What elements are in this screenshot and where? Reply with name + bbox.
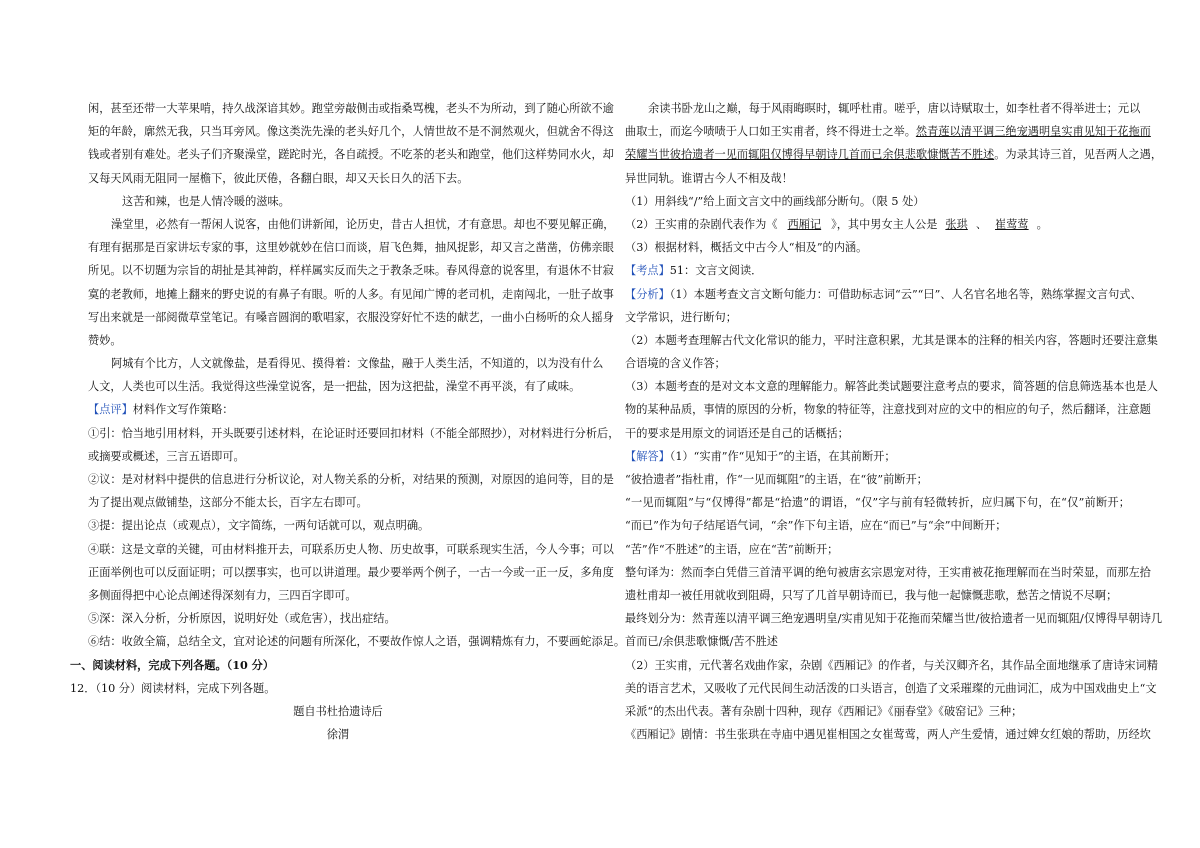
kaodian-tag: 【考点】 [625, 264, 670, 278]
text-line: 最终划分为：然青莲以清平调三绝宠遇明皇/实甫见知于花拖而荣耀当世/彼拾遗者一见而辄阻/仅博得早朝诗几 [625, 612, 1163, 626]
text-span: 。 [1036, 217, 1048, 231]
section-heading: 一、阅读材料，完成下列各题。（10 分） [70, 657, 275, 672]
text-line: 阿城有个比方，人文就像盐，是看得见、摸得着：文像盐，融于人类生活，不知道的，以为没有什么 [111, 357, 604, 371]
text-line: ④联：这是文章的关键，可由材料推开去，可联系历史人物、历史故事，可联系现实生活，今人今事；可以 [88, 542, 614, 556]
text-line: （2）王实甫，元代著名戏曲作家，杂剧《西厢记》的作者，与关汉卿齐名，其作品全面地继承了唐诗宋词精 [625, 658, 1158, 672]
text-line: 正面举例也可以反面证明；可以摆事实，也可以讲道理。最少要举两个例子，一古一今或一正一反，多角度 [88, 565, 614, 579]
text-span: （1）“实甫”作“见知于”的主语，在其前断开； [669, 449, 896, 463]
text-line: ③提：提出论点（或观点），文字简练，一两句话就可以，观点明确。 [88, 519, 430, 533]
answer-blank: 崔莺莺 [995, 217, 1029, 231]
text-line [625, 120, 1151, 143]
text-line: ⑥结：收敛全篇，总结全文，宜对论述的问题有所深化，不要故作惊人之语，强调精炼有力，不要画蛇添足。 [88, 635, 626, 649]
underlined-text: 荣耀当世彼拾遗者一见而辄阻仅博得早朝诗几首而已余倶悲歌慷慨苦不胜述 [625, 148, 995, 162]
text-line: 矩的年龄，廓然无我，只当耳旁风。像这类洗先澡的老头好几个，人情世故不是不洞然观火，但就舍不得这 [88, 125, 614, 139]
text-line: 整句译为：然而李白凭借三首清平调的绝句被唐玄宗恩宠对待，王实甫被花拖理解而在当时荣显，而那左拾 [625, 565, 1151, 579]
text-line: 又每天风雨无阻同一屋檐下，彼此厌倦，各翻白眼，却又天长日久的活下去。 [88, 171, 469, 185]
text-line: 写出来就是一部阅微草堂笔记。有嗓音圆润的歌唱家，衣服没穿好忙不迭的献艺，一曲小白杨听的众人摇身 [88, 310, 614, 324]
left-column [70, 97, 626, 746]
text-line: （2）本题考查理解古代文化常识的能力，平时注意积累，尤其是课本的注释的相关内容，答题时还要注意集 [625, 333, 1158, 347]
text-line: ①引：恰当地引用材料，开头既要引述材料，在论证时还要回扣材料（不能全部照抄），对材料进行分析后， [88, 426, 620, 440]
text-span: （2）王实甫的杂剧代表作为《 [625, 217, 778, 231]
text-span: 、 [975, 217, 988, 231]
answer-heading [625, 445, 1130, 468]
analysis-line [625, 283, 1142, 306]
text-line: 文学常识，进行断句； [625, 310, 737, 324]
text-line: 余读书卧龙山之巅，每于风雨晦暝时，辄呼杜甫。嗟乎，唐以诗赋取士，如李杜者不得举进士；元以 [648, 102, 1141, 115]
right-column [625, 97, 1163, 746]
answer-blank: 西厢记 [787, 217, 822, 231]
poem-title: 题自书杜拾遗诗后 [293, 704, 383, 718]
text-line: 澡堂里，必然有一帮闲人说客，由他们讲新闻，论历史，昔古人担忧，才有意思。却也不要见解正确， [111, 217, 615, 231]
text-span: （1）本题考查文言文断句能力：可借助标志词“云”“曰”、人名官名地名等，熟练掌握文言句式、 [669, 287, 1142, 301]
text-line: 干的要求是用原文的词语还是自己的话概括； [625, 426, 849, 440]
answer-line [625, 213, 1130, 236]
text-span: 曲取士，而迄今啧啧于人口如王实甫者，终不得进士之举。 [625, 125, 916, 139]
answer-tag: 【解答】 [625, 449, 670, 463]
text-line: 寞的老教师，地摊上翻来的野史说的有鼻子有眼。听的人多。有见闻广博的老司机，走南闯北，一肚子故事 [88, 287, 614, 301]
text-line: “苦”作“不胜述”的主语，应在“苦”前断开； [625, 542, 839, 556]
text-line: 钱或者别有难处。老头子们齐聚澡堂，蹉跎时光，各自疏授。不吃茶的老头和跑堂，他们这样势同水火，却 [88, 148, 614, 162]
text-line: 所见。以不切题为宗旨的胡扯是其神韵，样样属实反而失之于教条乏味。春风得意的说客里，有退休不甘寂 [88, 264, 614, 278]
text-line: 闲，甚至还带一大苹果啃，持久战深谙其妙。跑堂旁敲侧击或指桑骂槐，老头不为所动，到了随心所欲不逾 [88, 102, 614, 115]
analysis-tag: 【分析】 [625, 287, 670, 301]
text-line: 采派“的杰出代表。著有杂剧十四种，现存《西厢记》《丽春堂》《破窑记》三种； [625, 704, 1023, 718]
text-line: 或摘要或概述，三言五语即可。 [88, 449, 245, 463]
text-line: 赞妙。 [88, 333, 122, 347]
text-line: 《西厢记》剧情：书生张珙在寺庙中遇见崔相国之女崔莺莺，两人产生爱情，通过婢女红娘的帮助，历经坎 [625, 728, 1151, 742]
kaodian-line [625, 259, 1130, 282]
comment-text: 材料作文写作策略： [132, 403, 234, 417]
text-line: （3）本题考查的是对文本文意的理解能力。解答此类试题要注意考点的要求，简答题的信息筛选基本也是人 [625, 380, 1158, 394]
text-line [625, 143, 1163, 166]
question-line: 12．（10 分）阅读材料，完成下列各题。 [70, 681, 276, 695]
text-line: 这苦和辣，也是人情冷暖的滋味。 [122, 194, 290, 208]
text-line: “一见而辄阻”与“仅博得”都是“拾遗”的谓语，“仅”字与前有轻微转折，应归属下句，在“仅”前断开； [625, 496, 1130, 510]
text-span: 》，其中男女主人公是 [831, 217, 938, 231]
text-line: “彼拾遗者”指杜甫，作“一见而辄阻”的主语，在“彼”前断开； [625, 473, 928, 486]
text-line: （3）根据材料，概括文中古今人“相及”的内涵。 [625, 241, 868, 255]
text-span: 51：文言文阅读． [669, 264, 763, 278]
poem-author: 徐渭 [326, 728, 350, 742]
text-line: 人文，人类也可以生活。我觉得这些澡堂说客，是一把盐，因为这把盐，澡堂不再平淡，有了咸味。 [88, 380, 581, 394]
comment-heading [88, 398, 588, 421]
text-line: ⑤深：深入分析，分析原因，说明好处（或危害），找出症结。 [88, 612, 396, 626]
text-line: 合语境的含义作答； [625, 357, 726, 371]
text-line: 为了提出观点做铺垫，这部分不能太长，百字左右即可。 [88, 496, 368, 510]
answer-blank: 张珙 [945, 217, 968, 231]
text-line: 异世同轨。谁谓古今人不相及哉！ [625, 171, 793, 185]
underlined-text: 然青莲以清平调三绝宠遇明皇实甫见知于花拖而 [915, 125, 1151, 139]
comment-tag: 【点评】 [88, 403, 133, 417]
text-line: ②议：是对材料中提供的信息进行分析议论，对人物关系的分析，对结果的预测，对原因的追问等，目的是 [88, 473, 614, 486]
text-line: 首而已/余倶悲歌慷慨/苦不胜述 [625, 635, 778, 649]
text-line: 遗杜甫却一被任用就收到阻碍，只写了几首早朝诗而已，我与他一起慷慨悲歌，愁苦之情说不尽啊； [625, 588, 1118, 602]
text-line: 物的某种品质，事情的原因的分析，物象的特征等，注意找到对应的文中的相应的句子，然后翻译，注意题 [625, 403, 1151, 417]
text-line: （1）用斜线“/”给上面文言文中的画线部分断句。（限 5 处） [625, 194, 925, 208]
text-line: 有理有据那是百家讲坛专家的事，这里妙就妙在信口而谈，眉飞色舞，抽风捉影，却又言之凿凿，仿佛亲眼 [88, 241, 614, 255]
text-line: 美的语言艺术，又吸收了元代民间生动活泼的口头语言，创造了文采璀璨的元曲词汇，成为中国戏曲史上“文 [625, 681, 1157, 695]
text-span: 。为录其诗三首，见吾两人之遇， [994, 148, 1163, 162]
text-line: 多侧面得把中心论点阐述得深刻有力，三四百字即可。 [88, 588, 357, 602]
text-line: “而已”作为句子结尾语气词，“余”作下句主语，应在“而已”与“余”中间断开； [625, 519, 1007, 533]
